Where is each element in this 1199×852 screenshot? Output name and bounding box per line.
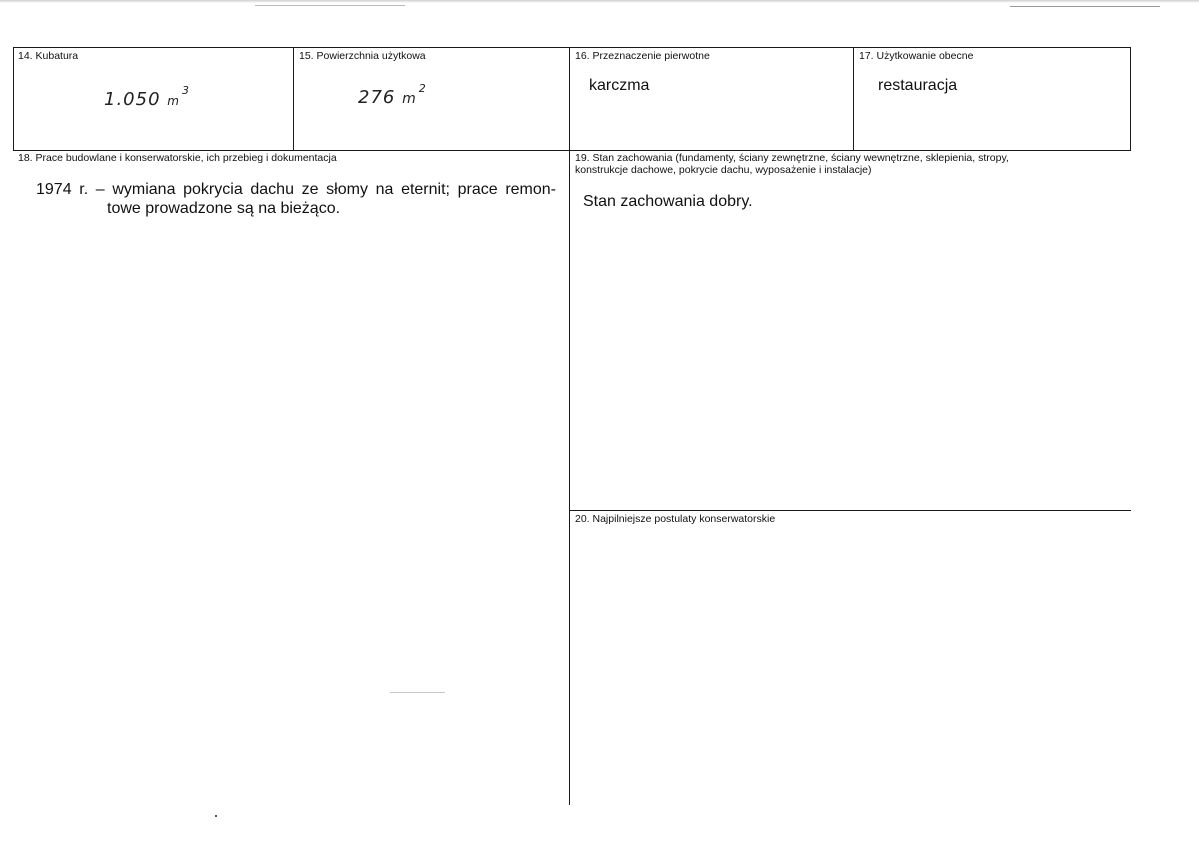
scan-artifact (1010, 6, 1160, 7)
field-14-unit: m (167, 94, 180, 108)
field-15-exponent: 2 (418, 82, 427, 95)
field-14-exponent: 3 (181, 84, 190, 97)
field-18-line-2: towe prowadzone są na bieżąco. (107, 200, 341, 217)
field-16-value: karczma (589, 77, 650, 94)
field-19-value: Stan zachowania dobry. (583, 193, 753, 210)
field-15-value (358, 82, 427, 108)
field-14-value (104, 84, 190, 110)
field-20-top-line (569, 510, 1131, 511)
field-19-label-line-2: konstrukcje dachowe, pokrycie dachu, wyposażenie i instalacje) (575, 164, 872, 176)
scan-artifact (255, 5, 405, 6)
field-15-unit: m (402, 91, 417, 107)
center-divider (569, 47, 570, 805)
field-17-value: restauracja (878, 77, 958, 94)
row-separator (13, 150, 1131, 151)
field-20-label: 20. Najpilniejsze postulaty konserwatorskie (575, 513, 776, 525)
divider-16-17 (853, 47, 854, 150)
scan-speck (215, 815, 217, 817)
field-16-label: 16. Przeznaczenie pierwotne (575, 50, 710, 62)
field-15-label: 15. Powierzchnia użytkowa (299, 50, 426, 62)
left-border (13, 47, 14, 150)
scan-top-edge (0, 0, 1199, 3)
right-border-top (1130, 47, 1131, 150)
row-top-line (13, 47, 1131, 48)
field-15-number: 276 (358, 87, 396, 108)
field-14-label: 14. Kubatura (18, 50, 79, 62)
field-18-label: 18. Prace budowlane i konserwatorskie, ich przebieg i dokumentacja (18, 152, 337, 164)
field-19-label-line-1: 19. Stan zachowania (fundamenty, ściany zewnętrzne, ściany wewnętrzne, sklepienia, stropy, (575, 152, 1009, 164)
scan-artifact (390, 692, 445, 693)
divider-14-15 (293, 47, 294, 150)
field-18-line-1: 1974 r. – wymiana pokrycia dachu ze słomy na eternit; prace remon- (36, 181, 556, 198)
field-14-number: 1.050 (104, 89, 161, 110)
field-17-label: 17. Użytkowanie obecne (859, 50, 974, 62)
